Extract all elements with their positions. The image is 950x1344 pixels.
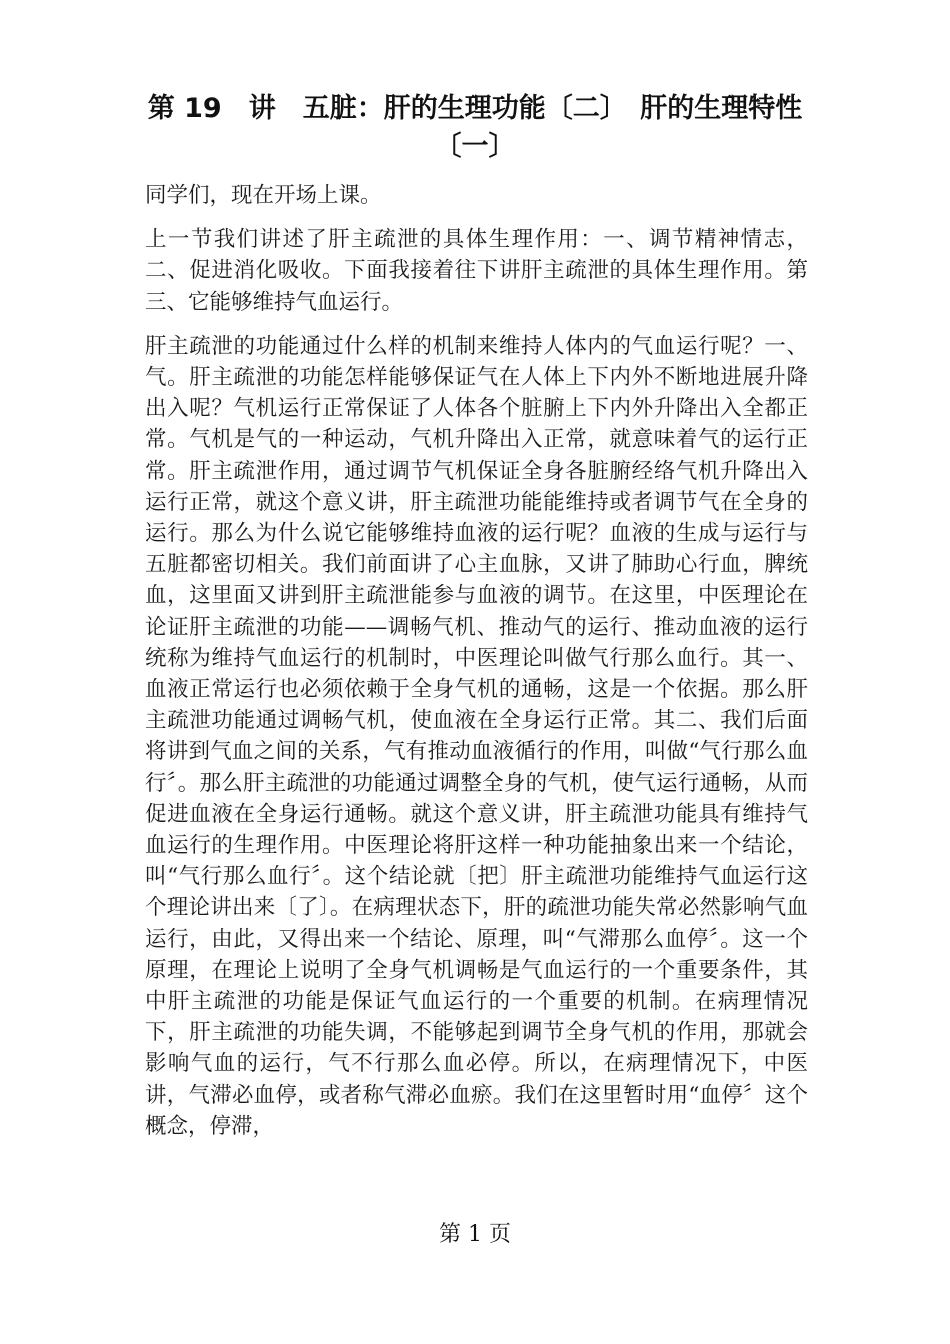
document-title: 第 19 讲 五脏：肝的生理功能〔二〕 肝的生理特性〔一〕 [147,93,803,162]
document-body [145,180,808,1155]
paragraph-1: 同学们，现在开场上课。 [145,183,382,208]
paragraph-3: 肝主疏泄的功能通过什么样的机制来维持人体内的气血运行呢？一、气。肝主疏泄的功能怎样能够保证气在人体上下内外不断地进展升降出入呢？气机运行正常保证了人体各个脏腑上下内外升降出入全都正常。气机是气的一种运动，气机升降出入正常，就意味着气的运行正常。肝主疏泄作用，通过调节气机保证全身各脏腑经络气机升降出入运行正常，就这个意义讲，肝主疏泄功能能维持或者调节气在全身的运行。那么为什么说它能够维持血液的运行呢？血液的生成与运行与五脏都密切相关。我们前面讲了心主血脉，又讲了肺助心行血，脾统血，这里面又讲到肝主疏泄能参与血液的调节。在这里，中医理论在论证肝主疏泄的功能——调畅气机、推动气的运行、推动血液的运行统称为维持气血运行的机制时，中医理论叫做气行那么血行。其一、血液正常运行也必须依赖于全身气机的通畅，这是一个依据。那么肝主疏泄功能通过调畅气机，使血液在全身运行正常。其二、我们后面将讲到气血之间的关系，气有推动血液循行的作用，叫做“气行那么血行〞。那么肝主疏泄的功能通过调整全身的气机，使气运行通畅，从而促进血液在全身运行通畅。就这个意义讲，肝主疏泄功能具有维持气血运行的生理作用。中医理论将肝这样一种功能抽象出来一个结论，叫“气行那么血行〞。这个结论就〔把〕肝主疏泄功能维持气血运行这个理论讲出来〔了〕。在病理状态下，肝的疏泄功能失常必然影响气血运行，由此，又得出来一个结论、原理，叫“气滞那么血停〞。这一个原理，在理论上说明了全身气机调畅是气血运行的一个重要条件，其中肝主疏泄的功能是保证气血运行的一个重要的机制。在病理情况下，肝主疏泄的功能失调，不能够起到调节全身气机的作用，那就会影响气血的运行，气不行那么血必停。所以，在病理情况下，中医讲，气滞必血停，或者称气滞必血瘀。我们在这里暂时用“血停〞这个概念，停滞， [145,333,808,1139]
paragraph-2: 上一节我们讲述了肝主疏泄的具体生理作用：一、调节精神情志，二、促进消化吸收。下面我接着往下讲肝主疏泄的具体生理作用。第三、它能够维持气血运行。 [145,227,808,315]
page-number: 第 1 页 [439,1222,511,1247]
